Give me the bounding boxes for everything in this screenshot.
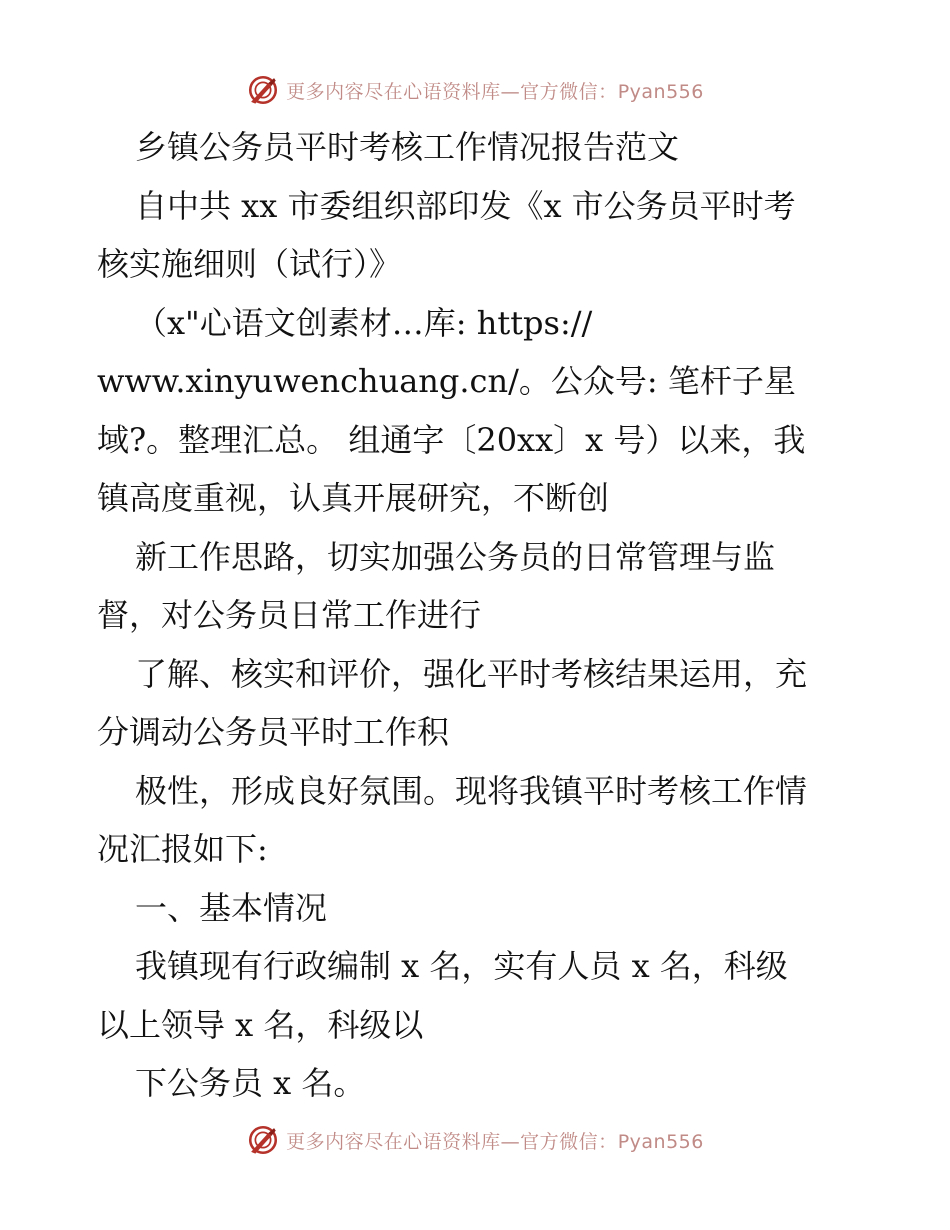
banner-text [286, 1127, 704, 1154]
header-banner [0, 70, 950, 110]
document-line: 以上领导 x 名，科级以 [97, 1005, 424, 1044]
document-line: 核实施细则（试行）》 [97, 245, 402, 283]
banner-main-text: 更多内容尽在心语资料库 [286, 80, 501, 103]
document-line: 下公务员 x 名。 [135, 1064, 366, 1102]
document-line: 新工作思路，切实加强公务员的日常管理与监 [135, 537, 776, 576]
banner-wechat-label: 官方微信： [520, 1130, 618, 1153]
banner-inner [246, 73, 704, 107]
document-line: 极性，形成良好氛围。现将我镇平时考核工作情 [135, 771, 808, 810]
banner-wechat-label: 官方微信： [520, 80, 618, 103]
document-body [97, 118, 857, 1113]
banner-wechat-id: Pyan556 [617, 80, 704, 103]
document-line: 域?。整理汇总。 组通字〔20xx〕x 号）以来，我 [97, 420, 806, 459]
document-line: 乡镇公务员平时考核工作情况报告范文 [135, 128, 680, 166]
document-line: 我镇现有行政编制 x 名，实有人员 x 名，科级 [135, 947, 788, 985]
banner-inner [246, 1123, 704, 1157]
pen-logo-icon [246, 1123, 280, 1157]
document-line: 督，对公务员日常工作进行 [97, 596, 482, 634]
banner-separator: — [500, 80, 521, 103]
footer-banner [0, 1120, 950, 1160]
document-line: 了解、核实和评价，强化平时考核结果运用，充 [135, 654, 808, 693]
document-line: 镇高度重视，认真开展研究，不断创 [97, 479, 610, 517]
banner-text [286, 77, 704, 104]
document-line: 况汇报如下: [97, 830, 268, 868]
document-line: www.xinyuwenchuang.cn/。公众号: 笔杆子星 [97, 362, 796, 400]
pen-logo-icon [246, 73, 280, 107]
banner-separator: — [500, 1130, 521, 1153]
document-line: 自中共 xx 市委组织部印发《x 市公务员平时考 [135, 186, 796, 225]
banner-wechat-id: Pyan556 [617, 1130, 704, 1153]
document-line: 分调动公务员平时工作积 [97, 713, 450, 751]
document-line: 一、基本情况 [135, 888, 328, 927]
banner-main-text: 更多内容尽在心语资料库 [286, 1130, 501, 1153]
document-line: （x"心语文创素材…库: https:// [135, 303, 593, 342]
